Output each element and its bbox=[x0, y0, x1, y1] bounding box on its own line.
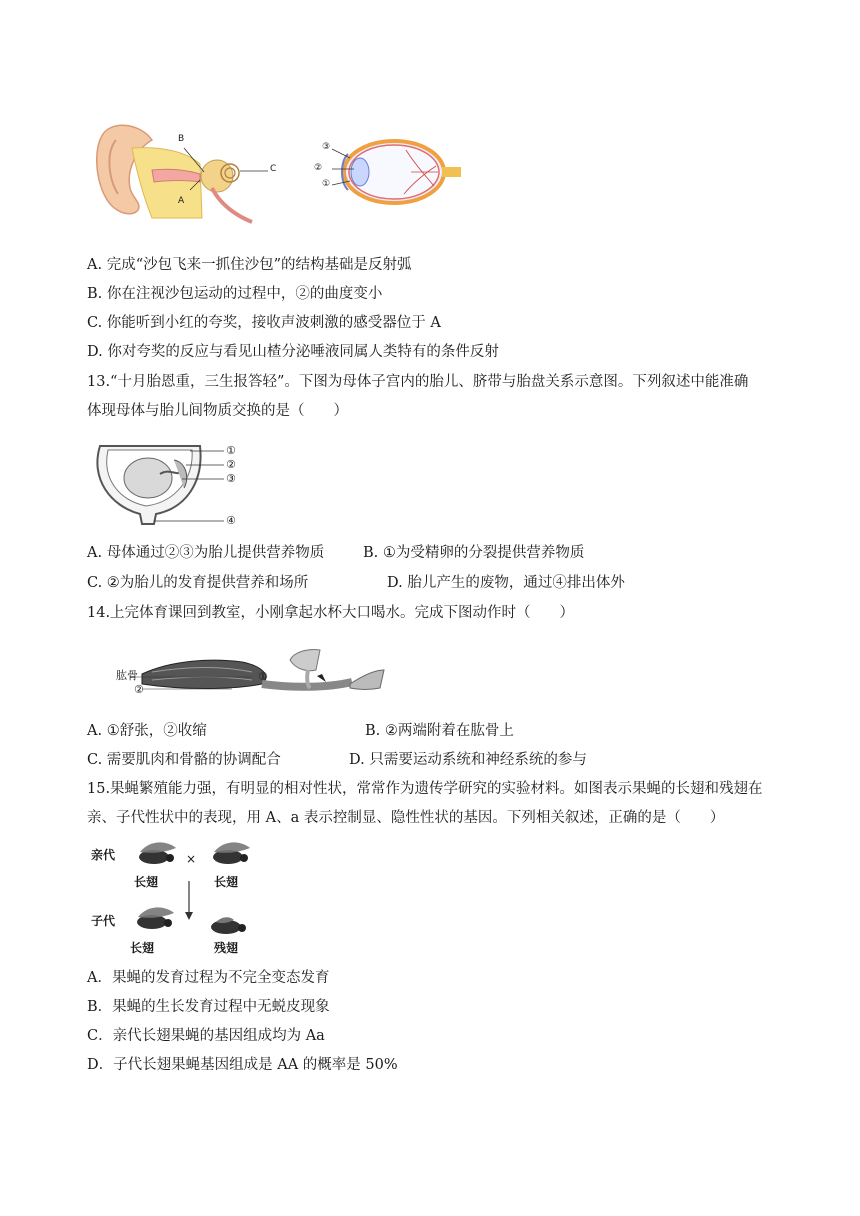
ear-figure bbox=[92, 118, 282, 228]
q15-option-b: B．果蝇的生长发育过程中无蜕皮现象 bbox=[87, 999, 330, 1015]
eye-label-2: ② bbox=[314, 163, 323, 173]
fly-child-label: 子代 bbox=[91, 914, 116, 928]
q12-option-a: A. 完成“沙包飞来一抓住沙包”的结构基础是反射弧 bbox=[87, 257, 412, 273]
q15-stem-line1: 15.果蝇繁殖能力强，有明显的相对性状，常常作为遗传学研究的实验材料。如图表示果蝇的长翅和残翅在 bbox=[87, 781, 763, 797]
q13-option-d: D. 胎儿产生的废物，通过④排出体外 bbox=[387, 575, 625, 591]
arm-label-1: ① bbox=[258, 670, 268, 683]
q13-stem-line2: 体现母体与胎儿间物质交换的是（ ） bbox=[87, 403, 348, 419]
fly-parent-right-label: 长翅 bbox=[214, 875, 239, 889]
fly-parent-label: 亲代 bbox=[91, 848, 116, 862]
q14-option-c: C. 需要肌肉和骨骼的协调配合 bbox=[87, 752, 281, 768]
q12-option-c: C. 你能听到小红的夸奖，接收声波刺激的感受器位于 A bbox=[87, 315, 441, 331]
eye-label-3: ③ bbox=[322, 142, 331, 152]
q13-option-a: A. 母体通过②③为胎儿提供营养物质 bbox=[87, 545, 325, 561]
q15-option-c: C．亲代长翅果蝇的基因组成均为 Aa bbox=[87, 1028, 325, 1044]
q14-option-a: A. ①舒张，②收缩 bbox=[87, 723, 207, 739]
q14-stem: 14.上完体育课回到教室，小刚拿起水杯大口喝水。完成下图动作时（ ） bbox=[87, 605, 575, 621]
q13-option-c: C. ②为胎儿的发育提供营养和场所 bbox=[87, 575, 309, 591]
ear-label-b: B bbox=[178, 134, 185, 144]
q15-stem-line2: 亲、子代性状中的表现，用 A、a 表示控制显、隐性性状的基因。下列相关叙述，正确的是（ ） bbox=[87, 810, 725, 826]
fly-cross-symbol: × bbox=[186, 852, 197, 866]
arm-label-2: ② bbox=[134, 683, 144, 696]
q15-option-d: D．子代长翅果蝇基因组成是 AA 的概率是 50% bbox=[87, 1057, 398, 1073]
q14-option-d: D. 只需要运动系统和神经系统的参与 bbox=[349, 752, 587, 768]
ear-label-c: C bbox=[270, 164, 277, 174]
q12-option-b: B. 你在注视沙包运动的过程中，②的曲度变小 bbox=[87, 286, 383, 302]
eye-label-1: ① bbox=[322, 179, 331, 189]
q12-option-d: D. 你对夸奖的反应与看见山楂分泌唾液同属人类特有的条件反射 bbox=[87, 344, 499, 360]
fly-child-right-label: 残翅 bbox=[214, 941, 239, 955]
q13-option-b: B. ①为受精卵的分裂提供营养物质 bbox=[363, 545, 585, 561]
uterus-label-3: ③ bbox=[226, 472, 236, 485]
q15-option-a: A．果蝇的发育过程为不完全变态发育 bbox=[87, 970, 330, 986]
fly-child-left-label: 长翅 bbox=[130, 941, 155, 955]
fly-parent-left-label: 长翅 bbox=[134, 875, 159, 889]
uterus-label-4: ④ bbox=[226, 514, 236, 527]
arm-figure bbox=[112, 640, 387, 702]
uterus-label-1: ① bbox=[226, 444, 236, 457]
q14-option-b: B. ②两端附着在肱骨上 bbox=[365, 723, 514, 739]
q13-stem-line1: 13.“十月胎恩重，三生报答轻”。下图为母体子宫内的胎儿、脐带与胎盘关系示意图。下列叙述中能准确 bbox=[87, 374, 749, 390]
arm-label-bone: 肱骨 bbox=[116, 669, 138, 682]
ear-label-a: A bbox=[178, 196, 185, 206]
eye-figure bbox=[316, 136, 461, 206]
uterus-label-2: ② bbox=[226, 458, 236, 471]
